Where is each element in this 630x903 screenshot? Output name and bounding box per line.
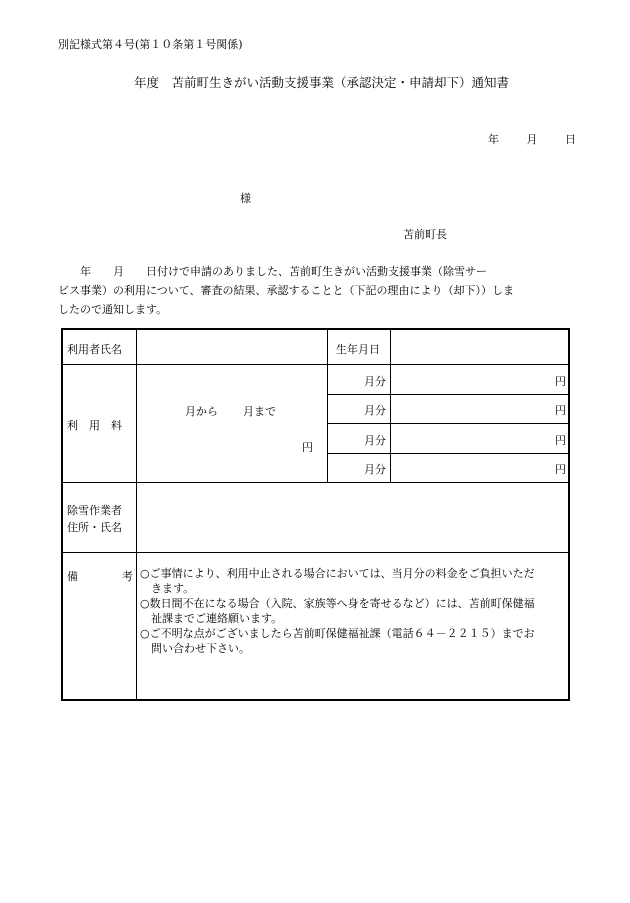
month-yen-label: 円 [555, 404, 566, 417]
row-divider [63, 364, 568, 365]
birth-date-field[interactable] [394, 336, 564, 360]
fee-total-yen: 円 [302, 441, 313, 454]
remark-line: きます。 [140, 582, 195, 595]
col-divider [327, 330, 328, 482]
form-number-label: 別記様式第４号(第１０条第１号関係) [58, 38, 243, 51]
remark-line: ○数日間不在になる場合（入院、家族等へ身を寄せるなど）には、苫前町保健福 [140, 597, 535, 610]
month-share-label: 月分 [364, 463, 386, 476]
worker-label-line-2: 住所・氏名 [67, 521, 122, 534]
month-yen-label: 円 [555, 434, 566, 447]
col-divider [390, 330, 391, 482]
remark-line: 祉課までご連絡願います。 [140, 612, 283, 625]
remarks-label-1: 備 [67, 570, 78, 583]
user-name-label: 利用者氏名 [67, 343, 122, 356]
date-year: 年 [488, 133, 499, 146]
birth-date-label: 生年月日 [336, 343, 380, 356]
month-share-label: 月分 [364, 375, 386, 388]
month-share-label: 月分 [364, 404, 386, 417]
date-day: 日 [565, 133, 576, 146]
body-line-1: 年 月 日付けで申請のありました、苫前町生きがい活動支援事業（除雪サー [58, 265, 487, 278]
period-to: 月まで [243, 405, 276, 418]
worker-address-field[interactable] [140, 488, 564, 546]
row-divider [63, 552, 568, 553]
fee-label: 利 用 料 [67, 419, 122, 432]
body-line-3: したので通知します。 [58, 303, 168, 316]
remarks-label-2: 考 [122, 570, 133, 583]
row-divider [327, 453, 568, 454]
date-month: 月 [526, 133, 538, 146]
addressee-honorific: 様 [240, 192, 251, 205]
remark-line: 問い合わせ下さい。 [140, 642, 250, 655]
month-yen-label: 円 [555, 375, 566, 388]
document-title: 年度 苫前町生きがい活動支援事業（承認決定・申請却下）通知書 [134, 75, 510, 90]
date-line [488, 131, 576, 147]
month-yen-label: 円 [555, 463, 566, 476]
row-divider [327, 394, 568, 395]
issuer-name: 苫前町長 [403, 228, 447, 241]
user-name-field[interactable] [140, 336, 324, 360]
row-divider [63, 482, 568, 483]
period-from: 月から [185, 405, 218, 418]
col-divider [136, 330, 137, 699]
remark-line: ○ご不明な点がございましたら苫前町保健福祉課（電話６４－２２１５）までお [140, 627, 535, 640]
remark-line: ○ご事情により、利用中止される場合においては、当月分の料金をご負担いただ [140, 567, 535, 580]
worker-label-line-1: 除雪作業者 [67, 504, 122, 517]
notification-form-table [61, 328, 570, 701]
month-share-label: 月分 [364, 434, 386, 447]
row-divider [327, 423, 568, 424]
body-text [58, 262, 578, 319]
body-line-2: ビス事業）の利用について、審査の結果、承認することと（下記の理由により（却下））しま [58, 284, 515, 297]
